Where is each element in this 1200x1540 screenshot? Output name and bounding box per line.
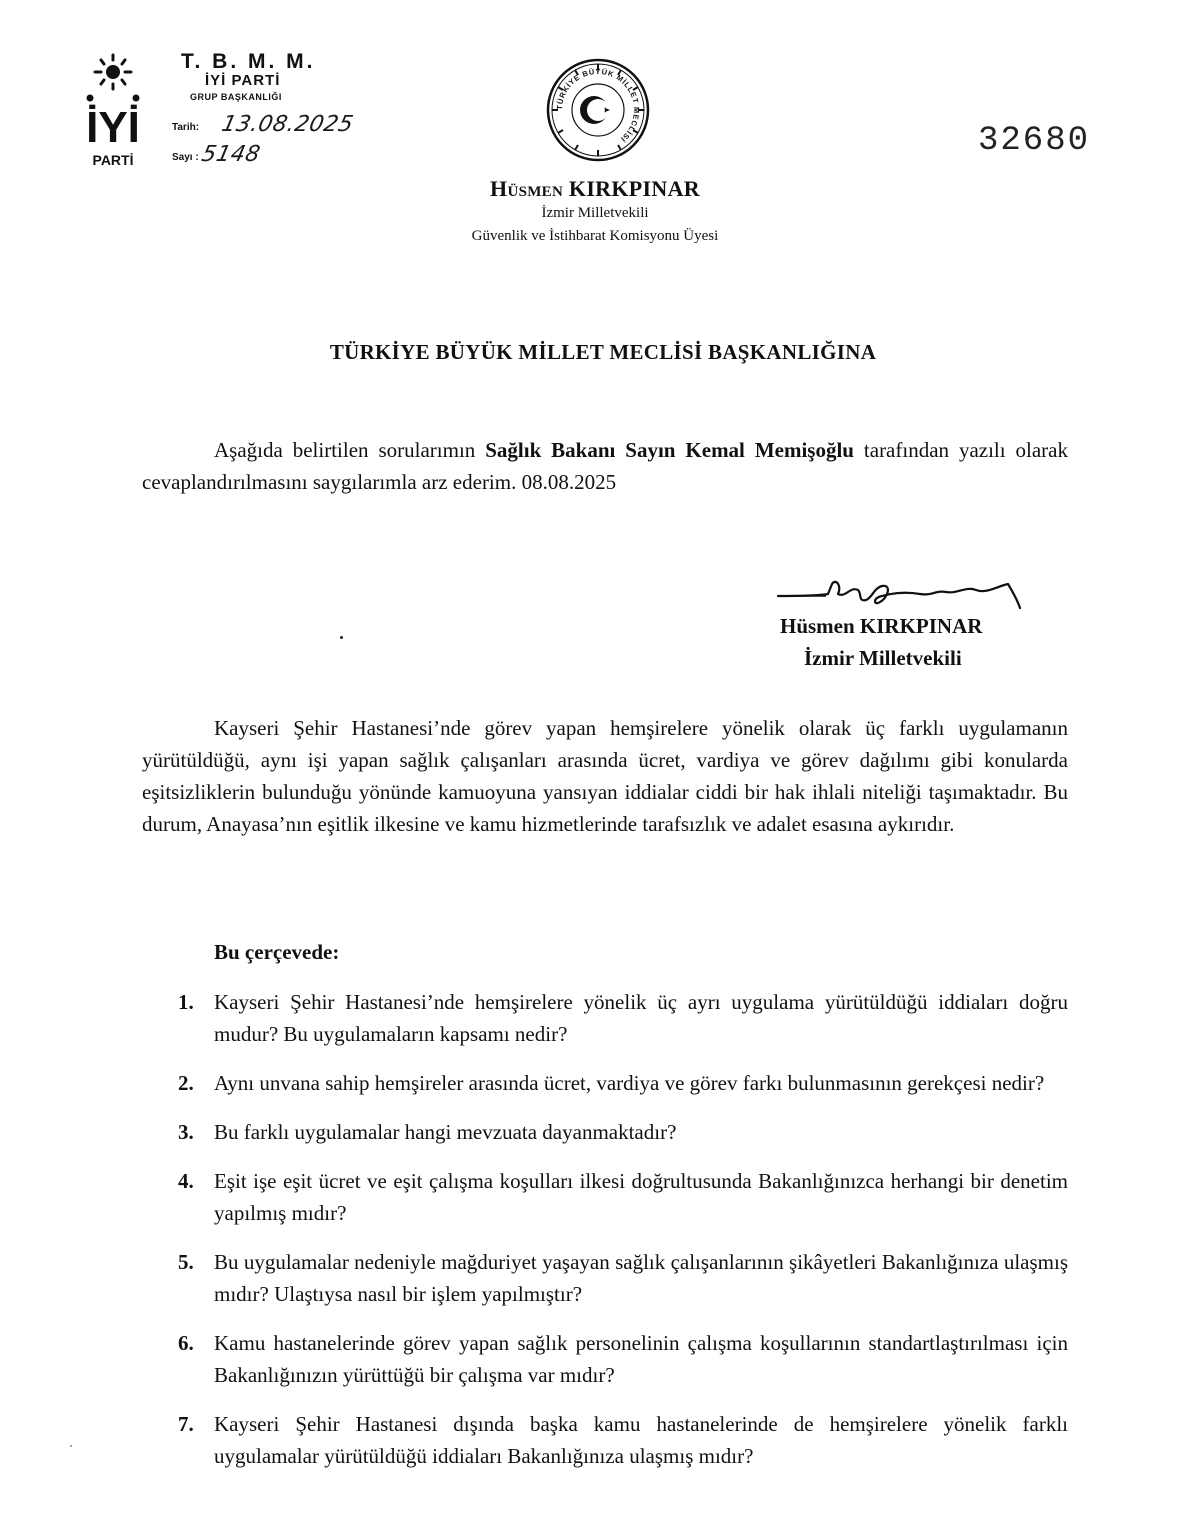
question-number-text: 2. — [178, 1071, 194, 1095]
signature-name: Hüsmen KIRKPINAR — [780, 614, 983, 638]
question-number — [142, 1327, 214, 1391]
question-item — [142, 1408, 1068, 1472]
deputy-constituency-header: İzmir Milletvekili — [541, 205, 649, 221]
stamp-tbmm: T. B. M. M. — [181, 50, 316, 73]
question-text: Kamu hastanelerinde görev yapan sağlık personelinin çalışma koşullarının standartlaştırılması için Bakanlığınızın yürüttüğü bir çalışma var mıdır? — [214, 1331, 1068, 1387]
question-text: Bu farklı uygulamalar hangi mevzuata dayanmaktadır? — [214, 1120, 677, 1144]
party-logo-text: İYİ — [86, 103, 140, 152]
question-number-text: 6. — [178, 1331, 194, 1355]
question-text: Eşit işe eşit ücret ve eşit çalışma koşulları ilkesi doğrultusunda Bakanlığınızca herhangi bir denetim yapılmış mıdır? — [214, 1169, 1068, 1225]
stamp-number-label: Sayı : — [172, 152, 199, 163]
party-logo-subtext: PARTİ — [92, 152, 134, 168]
tbmm-emblem — [546, 58, 650, 162]
question-text: Kayseri Şehir Hastanesi dışında başka kamu hastanelerinde de hemşirelere yönelik farklı uygulamalar yürütüldüğü iddiaları Bakanlığınıza ulaşmış mıdır? — [214, 1412, 1068, 1468]
question-number-text: 7. — [178, 1412, 194, 1436]
stamp-group: GRUP BAŞKANLIĞI — [190, 92, 282, 102]
registry-number: 32680 — [978, 122, 1091, 160]
framing-heading: Bu çerçevede: — [214, 940, 340, 964]
question-number-text: 1. — [178, 990, 194, 1014]
question-text: Aynı unvana sahip hemşireler arasında ücret, vardiya ve görev farkı bulunmasının gerekçesi nedir? — [214, 1071, 1045, 1095]
question-number — [142, 1246, 214, 1310]
question-item — [142, 986, 1068, 1050]
question-item — [142, 1246, 1068, 1310]
question-number-text: 4. — [178, 1169, 194, 1193]
question-item — [142, 1165, 1068, 1229]
question-text: Bu uygulamalar nedeniyle mağduriyet yaşayan sağlık çalışanlarının şikâyetleri Bakanlığınıza ulaşmış mıdır? Ulaştıysa nasıl bir işlem yapılmıştır? — [214, 1250, 1068, 1306]
stamp-date-value: 13.08.2025 — [219, 112, 356, 137]
scan-speck — [70, 1445, 72, 1447]
question-number — [142, 1067, 214, 1099]
question-text: Kayseri Şehir Hastanesi’nde hemşirelere yönelik üç ayrı uygulama yürütüldüğü iddiaları doğru mudur? Bu uygulamaların kapsamı nedir? — [214, 990, 1068, 1046]
stamp-number-value: 5148 — [199, 142, 263, 167]
question-number — [142, 986, 214, 1050]
deputy-name-header: Hüsmen KIRKPINAR — [490, 176, 700, 201]
scan-speck — [340, 636, 343, 639]
emblem-ring-text: TÜRKİYE BÜYÜK MİLLET MECLİSİ — [554, 66, 642, 145]
stamp-date-label: Tarih: — [172, 122, 200, 133]
question-number — [142, 1408, 214, 1472]
question-item — [142, 1067, 1068, 1099]
intro-text-start: Aşağıda belirtilen sorularımın — [214, 438, 486, 462]
intro-paragraph — [142, 434, 1068, 498]
stamp-party: İYİ PARTİ — [205, 72, 281, 89]
addressee-title: TÜRKİYE BÜYÜK MİLLET MECLİSİ BAŞKANLIĞINA — [329, 340, 877, 364]
question-number — [142, 1165, 214, 1229]
signature-title: İzmir Milletvekili — [804, 646, 962, 670]
intro-minister: Sağlık Bakanı Sayın Kemal Memişoğlu — [485, 438, 854, 462]
question-number — [142, 1116, 214, 1148]
intro-text-end: tarafından yazılı olarak cevaplandırılmasını saygılarımla arz ederim. 08.08.2025 — [142, 438, 1068, 494]
body-paragraph: Kayseri Şehir Hastanesi’nde görev yapan hemşirelere yönelik olarak üç farklı uygulamanın yürütüldüğü, aynı işi yapan sağlık çalışanları arasında ücret, vardiya ve görev dağılımı gibi konularda eşitsizliklerin bulunduğu yönünde kamuoyuna yansıyan iddialar ciddi bir hak ihlali niteliği taşımaktadır. Bu durum, Anayasa’nın eşitlik ilkesine ve kamu hizmetlerinde tarafsızlık ve adalet esasına aykırıdır. — [142, 716, 1068, 836]
iyi-parti-logo — [82, 52, 144, 170]
deputy-committee-header: Güvenlik ve İstihbarat Komisyonu Üyesi — [471, 228, 719, 244]
question-number-text: 5. — [178, 1250, 194, 1274]
question-item — [142, 1327, 1068, 1391]
question-list — [142, 986, 1068, 1489]
question-number-text: 3. — [178, 1120, 194, 1144]
question-item — [142, 1116, 1068, 1148]
